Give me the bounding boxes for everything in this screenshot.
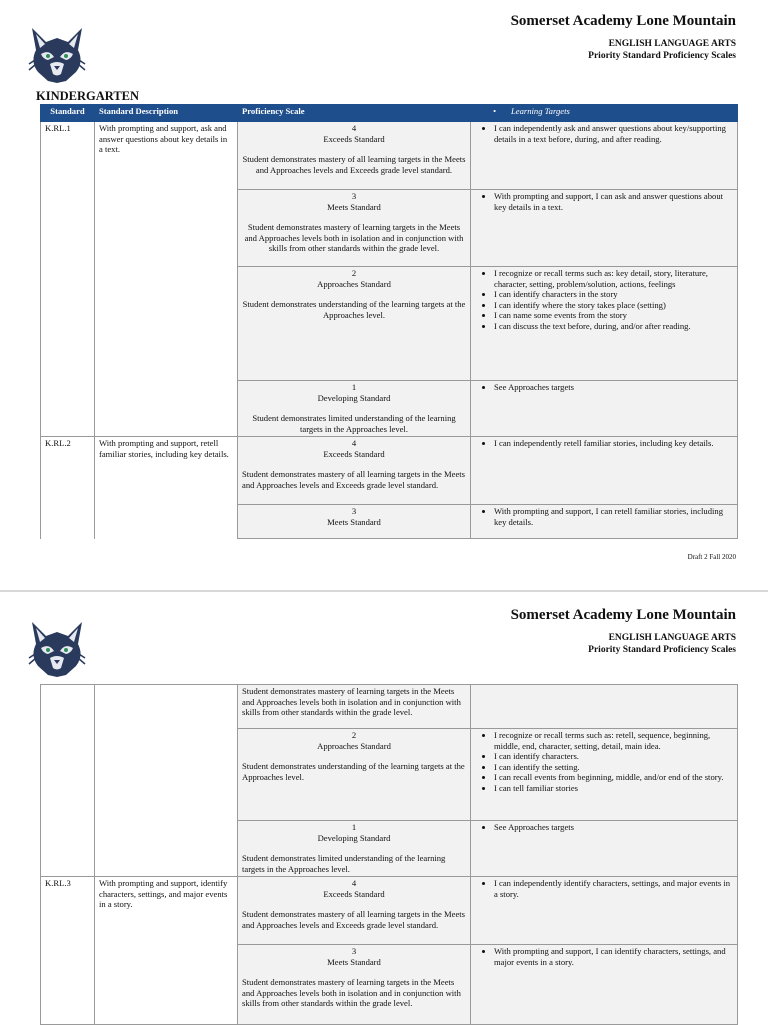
level-description: Student demonstrates limited understanding of the learning targets in the Approaches level.	[252, 413, 456, 434]
learning-targets	[471, 505, 738, 539]
list-item: • With prompting and support, I can retell familiar stories, including key details.	[494, 506, 733, 527]
learning-targets	[471, 381, 738, 437]
level-description: Student demonstrates mastery of learning targets in the Meets and Approaches levels both in isolation and in conjunction with skills from other standards within the grade level.	[242, 686, 461, 718]
col-header-description: Standard Description	[95, 105, 238, 122]
scales-title: Priority Standard Proficiency Scales	[588, 51, 736, 61]
list-item: • I can independently ask and answer questions about key/supporting details in a text before, during, and after reading.	[494, 123, 733, 144]
level-name: Developing Standard	[317, 392, 391, 403]
col-header-scale: Proficiency Scale	[238, 105, 471, 122]
subject-title: ENGLISH LANGUAGE ARTS	[608, 39, 736, 49]
col-header-standard: Standard	[41, 105, 95, 122]
page-2	[0, 594, 768, 1024]
col-header-targets: • Learning Targets	[471, 105, 738, 122]
level-name: Exceeds Standard	[323, 133, 385, 144]
level-description: Student demonstrates mastery of all learning targets in the Meets and Approaches levels and Exceeds grade level standard.	[242, 154, 466, 175]
list-item: • I can identify characters.	[494, 751, 733, 762]
scale-level-4: 4 Exceeds Standard Student demonstrates mastery of all learning targets in the Meets and Approaches levels and Exceeds grade level standard.	[238, 877, 471, 945]
learning-targets	[471, 190, 738, 267]
scale-level-4: 4 Exceeds Standard Student demonstrates mastery of all learning targets in the Meets and Approaches levels and Exceeds grade level standard.	[238, 437, 471, 505]
scale-level-3-continued	[238, 685, 471, 729]
standard-description-continued	[95, 685, 238, 877]
scale-level-3: 3 Meets Standard Student demonstrates mastery of learning targets in the Meets and Approaches levels both in isolation and in conjunction with skills from other standards within the grade level.	[238, 945, 471, 1025]
learning-targets	[471, 267, 738, 381]
document-subtitle	[588, 38, 736, 62]
learning-targets	[471, 122, 738, 190]
scale-level-2: 2 Approaches Standard Student demonstrates understanding of the learning targets at the Approaches level.	[238, 267, 471, 381]
standard-description: With prompting and support, identify characters, settings, and major events in a story.	[95, 877, 238, 1025]
list-item: • With prompting and support, I can identify characters, settings, and major events in a story.	[494, 946, 733, 967]
col-header-bullet: •	[493, 106, 497, 116]
school-name: Somerset Academy Lone Mountain	[510, 13, 736, 29]
scales-title: Priority Standard Proficiency Scales	[588, 645, 736, 655]
list-item: • I can tell familiar stories	[494, 783, 733, 794]
standard-description: With prompting and support, ask and answer questions about key details in a text.	[95, 122, 238, 437]
level-name: Meets Standard	[327, 201, 381, 212]
table-row	[41, 877, 738, 945]
level-description: Student demonstrates mastery of all learning targets in the Meets and Approaches levels and Exceeds grade level standard.	[242, 909, 465, 930]
list-item: • I can identify the setting.	[494, 762, 733, 773]
table-row	[41, 437, 738, 505]
level-name: Meets Standard	[327, 516, 381, 527]
list-item: • I can recall events from beginning, middle, and/or end of the story.	[494, 772, 733, 783]
scale-level-3: 3 Meets Standard Student demonstrates mastery of learning targets in the Meets and Approaches levels both in isolation and in conjunction with skills from other standards within the grade level.	[238, 190, 471, 267]
learning-targets	[471, 945, 738, 1025]
learning-targets	[471, 821, 738, 877]
learning-targets	[471, 437, 738, 505]
document-subtitle	[588, 632, 736, 656]
list-item: • I can identify where the story takes place (setting)	[494, 300, 733, 311]
wildcat-logo-icon	[26, 24, 88, 84]
list-item: • I can independently retell familiar stories, including key details.	[494, 438, 733, 449]
school-name: Somerset Academy Lone Mountain	[510, 607, 736, 623]
learning-targets	[471, 877, 738, 945]
level-description: Student demonstrates mastery of learning targets in the Meets and Approaches levels both in isolation and in conjunction with skills from other standards within the grade level.	[242, 977, 461, 1009]
footer-draft-note: Draft 2 Fall 2020	[687, 553, 736, 561]
level-description: Student demonstrates understanding of the learning targets at the Approaches level.	[242, 299, 466, 320]
grade-heading: KINDERGARTEN	[36, 89, 140, 103]
list-item: • See Approaches targets	[494, 382, 733, 393]
list-item: • I recognize or recall terms such as: retell, sequence, beginning, middle, end, character, setting, detail, main idea.	[494, 730, 733, 751]
scale-level-1: 1 Developing Standard Student demonstrates limited understanding of the learning targets in the Approaches level.	[238, 381, 471, 437]
level-description: Student demonstrates mastery of learning targets in the Meets and Approaches levels both in isolation and in conjunction with skills from other standards within the grade level.	[244, 222, 464, 254]
standard-code: K.RL.1	[41, 122, 95, 437]
level-description: Student demonstrates limited understanding of the learning targets in the Approaches level.	[242, 853, 446, 874]
subject-title: ENGLISH LANGUAGE ARTS	[608, 633, 736, 643]
level-name: Approaches Standard	[317, 278, 391, 289]
scale-level-3: 3 Meets Standard	[238, 505, 471, 539]
scale-level-1: 1 Developing Standard Student demonstrates limited understanding of the learning targets in the Approaches level.	[238, 821, 471, 877]
list-item: • I can identify characters in the story	[494, 289, 733, 300]
scale-level-2: 2 Approaches Standard Student demonstrates understanding of the learning targets at the Approaches level.	[238, 729, 471, 821]
table-header-row	[41, 105, 738, 122]
list-item: • I can discuss the text before, during, and/or after reading.	[494, 321, 733, 332]
scale-level-4: 4 Exceeds Standard Student demonstrates mastery of all learning targets in the Meets and Approaches levels and Exceeds grade level standard.	[238, 122, 471, 190]
list-item: • I can independently identify characters, settings, and major events in a story.	[494, 878, 733, 899]
learning-targets	[471, 729, 738, 821]
list-item: • I can name some events from the story	[494, 310, 733, 321]
list-item: • With prompting and support, I can ask and answer questions about key details in a text.	[494, 191, 733, 212]
proficiency-table-page-1	[40, 104, 738, 539]
standard-description: With prompting and support, retell familiar stories, including key details.	[95, 437, 238, 539]
table-row	[41, 685, 738, 729]
level-name: Approaches Standard	[317, 740, 391, 751]
list-item: • I recognize or recall terms such as: key detail, story, literature, character, setting, problem/solution, actions, feelings	[494, 268, 733, 289]
level-name: Exceeds Standard	[323, 888, 385, 899]
level-name: Exceeds Standard	[323, 448, 385, 459]
page-separator	[0, 590, 768, 592]
learning-targets	[471, 685, 738, 729]
level-name: Meets Standard	[327, 956, 381, 967]
standard-code: K.RL.2	[41, 437, 95, 539]
level-description: Student demonstrates understanding of the learning targets at the Approaches level.	[242, 761, 465, 782]
table-row	[41, 122, 738, 190]
level-description: Student demonstrates mastery of all learning targets in the Meets and Approaches levels and Exceeds grade level standard.	[242, 469, 465, 490]
proficiency-table-page-2	[40, 684, 738, 1025]
level-name: Developing Standard	[317, 832, 391, 843]
standard-code-continued	[41, 685, 95, 877]
wildcat-logo-icon	[26, 618, 88, 678]
standard-code: K.RL.3	[41, 877, 95, 1025]
list-item: • See Approaches targets	[494, 822, 733, 833]
